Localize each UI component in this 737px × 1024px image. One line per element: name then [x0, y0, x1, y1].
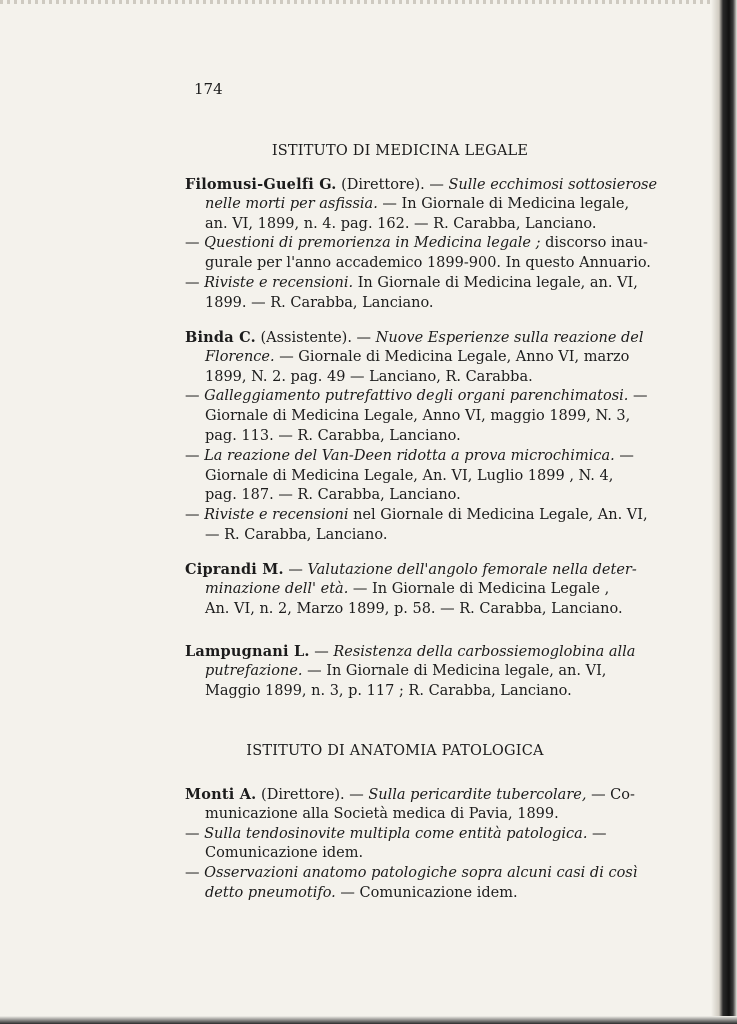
entry-line: — La reazione del Van-Deen ridotta a prova microchimica. —	[185, 447, 634, 464]
entry-line: Giornale di Medicina Legale, Anno VI, maggio 1899, N. 3,	[205, 408, 631, 425]
page-number: 174	[194, 80, 223, 98]
entry-line: pag. 187. — R. Carabba, Lanciano.	[205, 487, 461, 504]
entry-line: Lampugnani L. — Resistenza della carbossiemoglobina alla	[185, 643, 636, 660]
author-name: Lampugnani L.	[185, 643, 310, 660]
bibliography-entry-binda	[185, 328, 648, 546]
entry-line: Maggio 1899, n. 3, p. 117 ; R. Carabba, Lanciano.	[205, 682, 572, 699]
bibliography-entry-ciprandi	[185, 560, 637, 619]
bibliography-entry-filomusi	[185, 175, 658, 314]
entry-line: Giornale di Medicina Legale, An. VI, Luglio 1899 , N. 4,	[205, 467, 614, 484]
entry-line: detto pneumotifo. — Comunicazione idem.	[205, 884, 518, 901]
entry-line: putrefazione. — In Giornale di Medicina legale, an. VI,	[205, 662, 607, 679]
section-title-anatomia-patologica: ISTITUTO DI ANATOMIA PATOLOGICA	[246, 743, 544, 759]
entry-line: nelle morti per asfissia. — In Giornale di Medicina legale,	[205, 195, 630, 212]
entry-line: Binda C. (Assistente). — Nuove Esperienze sulla reazione del	[185, 329, 644, 346]
entry-line: Comunicazione idem.	[205, 845, 364, 862]
entry-line: 1899. — R. Carabba, Lanciano.	[205, 294, 434, 311]
author-name: Monti A.	[185, 786, 257, 803]
entry-line: — R. Carabba, Lanciano.	[205, 526, 388, 543]
page-top-edge	[0, 0, 737, 4]
section-title-medicina-legale: ISTITUTO DI MEDICINA LEGALE	[271, 143, 529, 159]
entry-line: an. VI, 1899, n. 4. pag. 162. — R. Carabba, Lanciano.	[205, 215, 597, 232]
entry-line: — Galleggiamento putrefattivo degli organi parenchimatosi. —	[185, 388, 648, 405]
entry-line: Filomusi-Guelfi G. (Direttore). — Sulle ecchimosi sottosierose	[185, 176, 658, 193]
page-bottom-edge	[0, 1016, 737, 1024]
entry-line: Monti A. (Direttore). — Sulla pericardite tubercolare, — Co-	[185, 786, 635, 803]
author-name: Filomusi-Guelfi G.	[185, 176, 337, 193]
entry-line: pag. 113. — R. Carabba, Lanciano.	[205, 427, 461, 444]
entry-line: minazione dell' età. — In Giornale di Medicina Legale ,	[205, 580, 610, 597]
entry-line: — Osservazioni anatomo patologiche sopra alcuni casi di così	[185, 865, 638, 882]
entry-line: — Sulla tendosinovite multipla come entità patologica. —	[185, 825, 607, 842]
entry-line: An. VI, n. 2, Marzo 1899, p. 58. — R. Carabba, Lanciano.	[205, 600, 623, 617]
entry-line: Ciprandi M. — Valutazione dell'angolo femorale nella deter-	[185, 561, 637, 578]
entry-line: gurale per l'anno accademico 1899-900. In questo Annuario.	[205, 255, 651, 272]
entry-line: Florence. — Giornale di Medicina Legale, Anno VI, marzo	[205, 348, 630, 365]
author-name: Binda C.	[185, 329, 256, 346]
entry-line: — Riviste e recensioni. In Giornale di Medicina legale, an. VI,	[185, 274, 638, 291]
entry-line: — Riviste e recensioni nel Giornale di Medicina Legale, An. VI,	[185, 507, 648, 524]
bibliography-entry-lampugnani	[185, 642, 636, 701]
author-name: Ciprandi M.	[185, 561, 284, 578]
book-spine-shadow	[711, 0, 737, 1024]
entry-line: 1899, N. 2. pag. 49 — Lanciano, R. Carabba.	[205, 368, 533, 385]
entry-line: — Questioni di premorienza in Medicina legale ; discorso inau-	[185, 235, 648, 252]
entry-line: municazione alla Società medica di Pavia, 1899.	[205, 805, 559, 822]
bibliography-entry-monti	[185, 785, 638, 904]
